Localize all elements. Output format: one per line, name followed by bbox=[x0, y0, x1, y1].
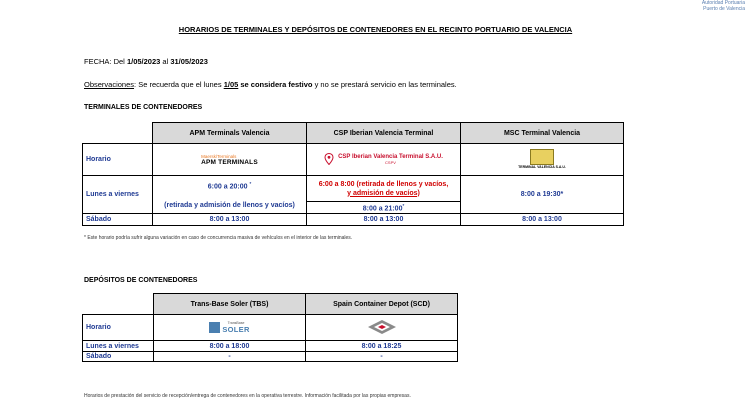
scd-sabado-cell: - bbox=[306, 352, 458, 362]
authority-name: Autoridad Portuaria bbox=[701, 0, 745, 6]
column-tbs: Trans-Base Soler (TBS) bbox=[154, 294, 306, 315]
tbs-logo-small: TransBase bbox=[227, 320, 245, 325]
csp-logo-text bbox=[338, 153, 443, 165]
csp-lunes-red-line1: 6:00 a 8:00 (retirada de llenos y vacíos, bbox=[318, 180, 449, 188]
scd-logo-cell bbox=[306, 315, 458, 341]
observations-date: 1/05 bbox=[223, 80, 239, 89]
observations-text2: y no se prestará servicio en las terminales. bbox=[312, 80, 457, 89]
csp-sabado-cell: 8:00 a 13:00 bbox=[307, 214, 461, 226]
depot-row-label-sabado: Sábado bbox=[83, 352, 154, 362]
row-label-horario: Horario bbox=[83, 144, 153, 176]
msc-logo bbox=[518, 149, 566, 169]
date-mid: al bbox=[160, 57, 171, 66]
row-label-lunes: Lunes a viernes bbox=[83, 176, 153, 214]
observations-label: Observaciones bbox=[84, 80, 135, 89]
msc-logo-cell bbox=[461, 144, 624, 176]
csp-logo-sub: CSPV bbox=[385, 159, 396, 165]
csp-lunes-hours2: 8:00 a 21:00 bbox=[362, 205, 403, 213]
observations-text1: : Se recuerda que el lunes bbox=[134, 80, 224, 89]
depots-section-title: DEPÓSITOS DE CONTENEDORES bbox=[84, 277, 198, 284]
date-from: 1/05/2023 bbox=[126, 57, 161, 66]
msc-lunes-cell: 8:00 a 19:30* bbox=[461, 176, 624, 214]
scd-logo-icon bbox=[367, 319, 397, 335]
depot-row-label-horario: Horario bbox=[83, 315, 154, 341]
apm-lunes-note: (retirada y admisión de llenos y vacíos) bbox=[164, 202, 295, 210]
apm-logo-small: Maersk/Terminals bbox=[201, 153, 237, 159]
apm-logo bbox=[201, 154, 258, 166]
csp-lunes-regular-cell bbox=[307, 202, 461, 214]
apm-logo-big: APM TERMINALS bbox=[201, 158, 258, 166]
tbs-logo-mark bbox=[209, 322, 220, 333]
date-range bbox=[84, 57, 208, 66]
csp-lunes-red-line2: y admisión de vacíos) bbox=[347, 189, 420, 197]
terminals-corner-cell bbox=[83, 123, 153, 144]
tbs-logo-cell bbox=[154, 315, 306, 341]
date-label: FECHA: Del bbox=[84, 57, 127, 66]
bottom-note: Horarios de prestación del servicio de recepción/entrega de contenedores en la operativa terrestre. Información facilitada por las propias empresas. bbox=[84, 393, 411, 399]
msc-logo-mark bbox=[530, 149, 554, 165]
location-pin-icon bbox=[324, 153, 334, 165]
csp-lunes-mark2: * bbox=[402, 202, 405, 208]
csp-logo bbox=[324, 153, 443, 165]
authority-port: Puerto de Valencia bbox=[703, 6, 745, 12]
csp-logo-cell bbox=[307, 144, 461, 176]
depots-corner-cell bbox=[83, 294, 154, 315]
terminals-footnote: * Este horario podría sufrir alguna variación en caso de concurrencia masiva de vehículos en el interior de las terminales. bbox=[84, 235, 353, 241]
column-msc: MSC Terminal Valencia bbox=[461, 123, 624, 144]
csp-logo-rest: Iberian Valencia Terminal S.A.U. bbox=[350, 153, 443, 160]
terminals-table bbox=[82, 122, 624, 226]
observations bbox=[84, 80, 457, 89]
apm-sabado-cell: 8:00 a 13:00 bbox=[153, 214, 307, 226]
tbs-logo-big: SOLER bbox=[222, 324, 250, 334]
apm-lunes-cell bbox=[153, 176, 307, 214]
csp-logo-bold: CSP bbox=[338, 153, 351, 160]
apm-logo-cell bbox=[153, 144, 307, 176]
column-apm: APM Terminals Valencia bbox=[153, 123, 307, 144]
document-title: HORARIOS DE TERMINALES Y DEPÓSITOS DE CONTENEDORES EN EL RECINTO PORTUARIO DE VALENCIA bbox=[178, 25, 573, 34]
terminals-section-title: TERMINALES DE CONTENEDORES bbox=[84, 104, 203, 111]
column-csp: CSP Iberian Valencia Terminal bbox=[307, 123, 461, 144]
depots-table bbox=[82, 293, 458, 362]
date-to: 31/05/2023 bbox=[170, 57, 208, 66]
row-label-sabado: Sábado bbox=[83, 214, 153, 226]
tbs-logo bbox=[209, 321, 249, 334]
csp-lunes-early-cell bbox=[307, 176, 461, 202]
authority-logo-text bbox=[702, 0, 745, 12]
msc-sabado-cell: 8:00 a 13:00 bbox=[461, 214, 624, 226]
apm-lunes-mark: * bbox=[249, 180, 252, 186]
msc-logo-caption: TERMINAL VALENCIA S.A.U. bbox=[518, 165, 566, 169]
column-scd: Spain Container Depot (SCD) bbox=[306, 294, 458, 315]
tbs-sabado-cell: - bbox=[154, 352, 306, 362]
apm-lunes-hours: 6:00 a 20:00 bbox=[207, 183, 248, 191]
scd-lunes-cell: 8:00 a 18:25 bbox=[306, 341, 458, 352]
observations-bold: se considera festivo bbox=[238, 80, 313, 89]
depot-row-label-lunes: Lunes a viernes bbox=[83, 341, 154, 352]
tbs-lunes-cell: 8:00 a 18:00 bbox=[154, 341, 306, 352]
